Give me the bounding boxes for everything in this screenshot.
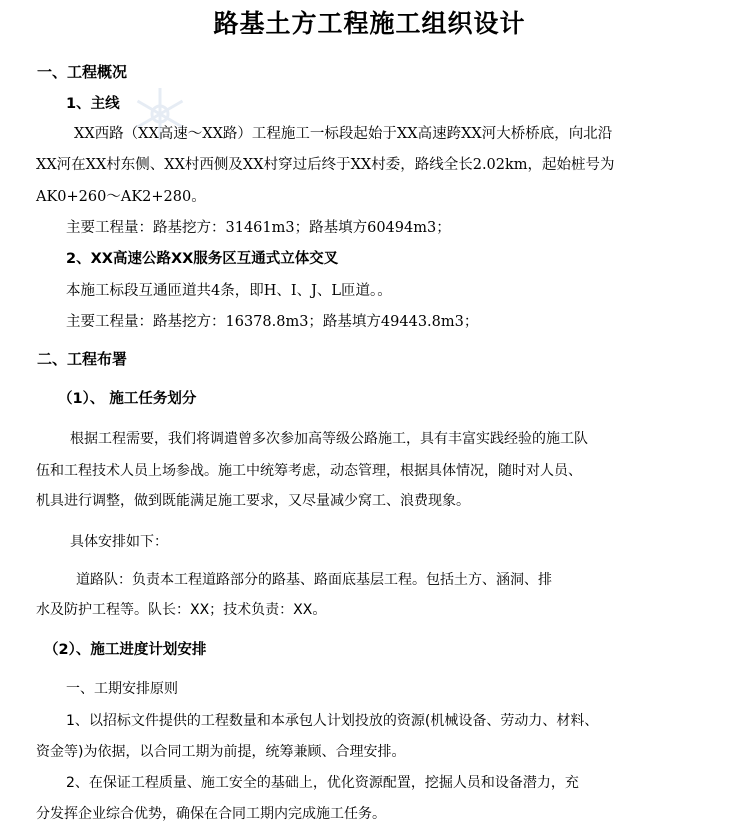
paragraph-line: 资金等)为依据，以合同工期为前提，统筹兼顾、合理安排。 bbox=[36, 744, 406, 760]
paragraph-line: 伍和工程技术人员上场参战。施工中统筹考虑，动态管理，根据具体情况，随时对人员、 bbox=[36, 463, 582, 479]
paragraph-line: 1、以招标文件提供的工程数量和本承包人计划投放的资源(机械设备、劳动力、材料、 bbox=[66, 713, 599, 729]
subsection-heading-interchange: 2、XX高速公路XX服务区互通式立体交叉 bbox=[66, 251, 339, 267]
paragraph-line: 2、在保证工程质量、施工安全的基础上，优化资源配置，挖掘人员和设备潜力，充 bbox=[66, 775, 579, 791]
subsection-heading-task-division: （1）、 施工任务划分 bbox=[58, 391, 197, 407]
paragraph-line: 水及防护工程等。队长：XX；技术负责：XX。 bbox=[36, 602, 327, 618]
paragraph-line: 具体安排如下： bbox=[70, 534, 168, 550]
paragraph-line: XX河在XX村东侧、XX村西侧及XX村穿过后终于XX村委，路线全长2.02km，起始桩号为 bbox=[36, 157, 615, 173]
subsection-heading-schedule: （2）、施工进度计划安排 bbox=[44, 642, 207, 658]
paragraph-line: 一、工期安排原则 bbox=[66, 681, 178, 697]
paragraph-line: AK0+260～AK2+280。 bbox=[36, 189, 206, 205]
document-title: 路基土方工程施工组织设计 bbox=[213, 9, 526, 38]
paragraph-line: 根据工程需要，我们将调遣曾多次参加高等级公路施工，具有丰富实践经验的施工队 bbox=[70, 431, 588, 447]
paragraph-line: 分发挥企业综合优势，确保在合同工期内完成施工任务。 bbox=[36, 806, 386, 822]
paragraph-line: XX西路（XX高速～XX路）工程施工一标段起始于XX高速跨XX河大桥桥底，向北沿 bbox=[74, 126, 613, 142]
paragraph-line: 机具进行调整，做到既能满足施工要求，又尽量减少窝工、浪费现象。 bbox=[36, 493, 470, 509]
paragraph-line: 本施工标段互通匝道共4条，即H、I、J、L匝道。。 bbox=[66, 283, 392, 299]
paragraph-line: 主要工程量：路基挖方：31461m3；路基填方60494m3； bbox=[66, 220, 451, 236]
paragraph-line: 主要工程量：路基挖方：16378.8m3；路基填方49443.8m3； bbox=[66, 314, 479, 330]
section-heading-overview: 一、工程概况 bbox=[37, 63, 128, 81]
section-heading-deployment: 二、工程布署 bbox=[37, 350, 128, 368]
paragraph-line: 道路队：负责本工程道路部分的路基、路面底基层工程。包括土方、涵洞、排 bbox=[76, 572, 552, 588]
subsection-heading-mainline: 1、主线 bbox=[66, 96, 120, 112]
